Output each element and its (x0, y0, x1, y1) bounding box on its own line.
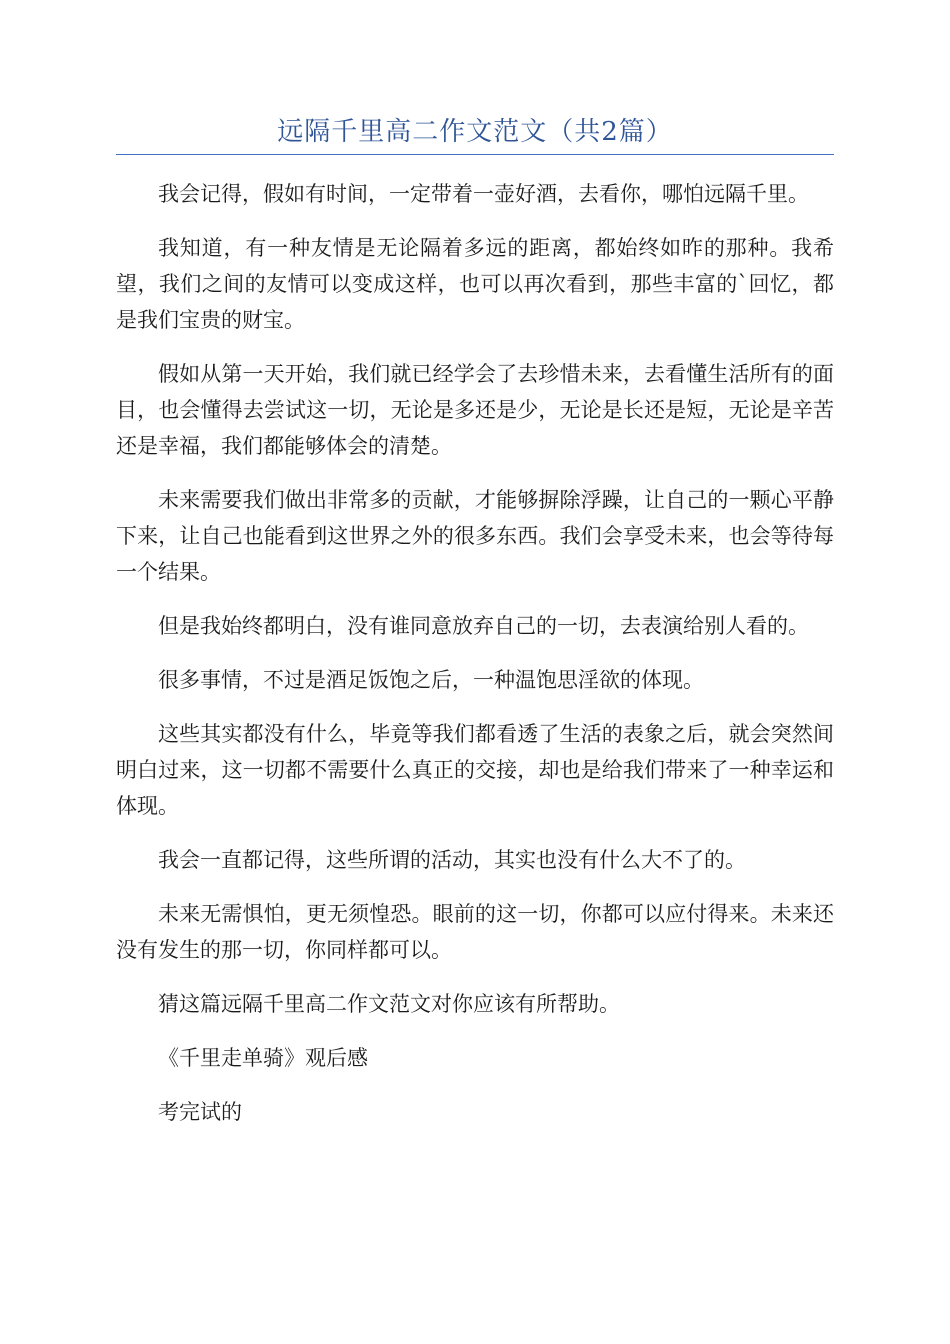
paragraph-11: 《千里走单骑》观后感 (158, 1046, 368, 1070)
page-title: 远隔千里高二作文范文（共2篇） (277, 117, 673, 147)
paragraph-8: 我会一直都记得，这些所谓的活动，其实也没有什么大不了的。 (158, 848, 746, 872)
document-body (116, 176, 834, 1148)
paragraph-10: 猜这篇远隔千里高二作文范文对你应该有所帮助。 (158, 992, 620, 1016)
paragraph-4: 未来需要我们做出非常多的贡献，才能够摒除浮躁，让自己的一颗心平静下来，让自己也能看到这世界之外的很多东西。我们会享受未来，也会等待每一个结果。 (116, 488, 834, 584)
paragraph-5: 但是我始终都明白，没有谁同意放弃自己的一切，去表演给别人看的。 (158, 614, 809, 638)
paragraph-2: 我知道，有一种友情是无论隔着多远的距离，都始终如昨的那种。我希望，我们之间的友情可以变成这样，也可以再次看到，那些丰富的`回忆，都是我们宝贵的财宝。 (116, 236, 834, 332)
paragraph-9: 未来无需惧怕，更无须惶恐。眼前的这一切，你都可以应付得来。未来还没有发生的那一切，你同样都可以。 (116, 902, 834, 962)
paragraph-3: 假如从第一天开始，我们就已经学会了去珍惜未来，去看懂生活所有的面目，也会懂得去尝试这一切，无论是多还是少，无论是长还是短，无论是辛苦还是幸福，我们都能够体会的清楚。 (116, 362, 834, 458)
paragraph-12: 考完试的 (158, 1100, 242, 1124)
paragraph-7: 这些其实都没有什么，毕竟等我们都看透了生活的表象之后，就会突然间明白过来，这一切都不需要什么真正的交接，却也是给我们带来了一种幸运和体现。 (116, 722, 834, 818)
title-underline (116, 154, 834, 155)
paragraph-6: 很多事情，不过是酒足饭饱之后，一种温饱思淫欲的体现。 (158, 668, 704, 692)
paragraph-1: 我会记得，假如有时间，一定带着一壶好酒，去看你，哪怕远隔千里。 (158, 182, 809, 206)
